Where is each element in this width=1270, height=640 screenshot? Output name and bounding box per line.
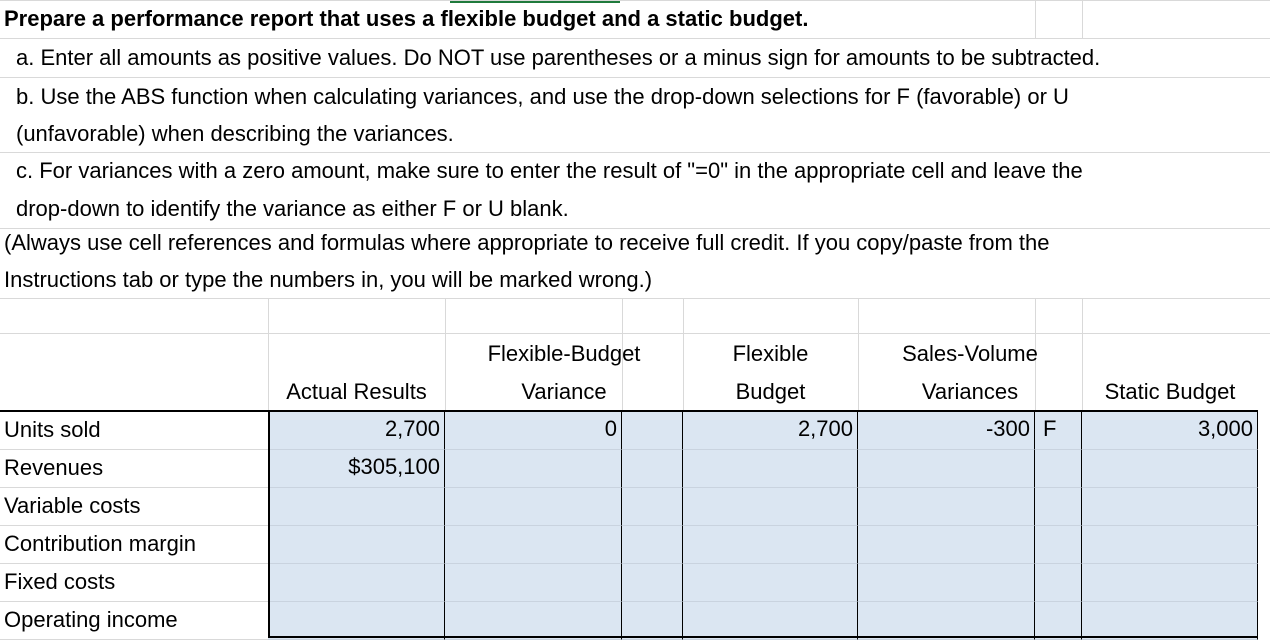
gridline xyxy=(0,77,1270,78)
header-actual-results: Actual Results xyxy=(286,379,427,404)
flexible-budget-variance-cell[interactable] xyxy=(445,564,622,602)
gridline xyxy=(0,333,1270,334)
sales-volume-variance-cell[interactable] xyxy=(858,488,1035,526)
flexible-budget-cell[interactable] xyxy=(683,564,858,602)
table-bottom-border xyxy=(268,636,1258,638)
sales-volume-fu-dropdown[interactable] xyxy=(1035,564,1082,602)
flexible-budget-variance-cell[interactable] xyxy=(445,526,622,564)
header-sales-volume-line2: Variances xyxy=(921,379,1019,404)
sales-volume-fu-dropdown[interactable]: F xyxy=(1035,412,1082,450)
gridline xyxy=(0,38,1270,39)
flexible-budget-variance-fu-dropdown[interactable] xyxy=(622,412,683,450)
static-budget-cell[interactable] xyxy=(1082,488,1258,526)
flexible-budget-variance-cell[interactable] xyxy=(445,450,622,488)
gridline xyxy=(0,0,1270,1)
flexible-budget-variance-fu-dropdown[interactable] xyxy=(622,564,683,602)
sales-volume-variance-cell[interactable] xyxy=(858,602,1035,640)
instruction-c-line1: c. For variances with a zero amount, make sure to enter the result of "=0" in the appropriate cell and leave the xyxy=(16,158,1083,183)
instruction-c-line2: drop-down to identify the variance as either F or U blank. xyxy=(16,196,569,221)
flexible-budget-variance-cell[interactable] xyxy=(445,488,622,526)
header-flexible-budget-variance-line2: Variance xyxy=(521,379,607,404)
actual-results-cell[interactable] xyxy=(268,564,445,602)
row-label: Revenues xyxy=(4,455,104,480)
flexible-budget-variance-fu-dropdown[interactable] xyxy=(622,602,683,640)
actual-results-cell[interactable] xyxy=(268,488,445,526)
flexible-budget-variance-fu-dropdown[interactable] xyxy=(622,450,683,488)
table-left-border xyxy=(268,412,270,638)
row-label: Contribution margin xyxy=(4,531,196,556)
header-flexible-budget-line1: Flexible xyxy=(732,341,809,366)
flexible-budget-variance-cell[interactable]: 0 xyxy=(445,412,622,450)
instruction-a: a. Enter all amounts as positive values. Do NOT use parentheses or a minus sign for amounts to be subtracted. xyxy=(16,45,1101,70)
note-line2: Instructions tab or type the numbers in, you will be marked wrong.) xyxy=(4,267,653,292)
sales-volume-fu-dropdown[interactable] xyxy=(1035,488,1082,526)
sales-volume-fu-dropdown[interactable] xyxy=(1035,526,1082,564)
header-sales-volume-line1: Sales-Volume xyxy=(902,341,1038,366)
static-budget-cell[interactable] xyxy=(1082,602,1258,640)
flexible-budget-cell[interactable]: 2,700 xyxy=(683,412,858,450)
flexible-budget-cell[interactable] xyxy=(683,602,858,640)
row-label: Operating income xyxy=(4,607,178,632)
row-label: Variable costs xyxy=(4,493,141,518)
flexible-budget-variance-cell[interactable] xyxy=(445,602,622,640)
sales-volume-variance-cell[interactable]: -300 xyxy=(858,412,1035,450)
sales-volume-variance-cell[interactable] xyxy=(858,564,1035,602)
static-budget-cell[interactable] xyxy=(1082,564,1258,602)
actual-results-cell[interactable]: $305,100 xyxy=(268,450,445,488)
gridline xyxy=(1035,0,1036,38)
instruction-b-line1: b. Use the ABS function when calculating variances, and use the drop-down selections for F (favorable) or U xyxy=(16,84,1069,109)
gridline xyxy=(0,298,1270,299)
static-budget-cell[interactable] xyxy=(1082,450,1258,488)
static-budget-cell[interactable] xyxy=(1082,526,1258,564)
actual-results-cell[interactable] xyxy=(268,602,445,640)
instructions-title: Prepare a performance report that uses a flexible budget and a static budget. xyxy=(4,6,809,31)
sales-volume-fu-dropdown[interactable] xyxy=(1035,450,1082,488)
row-label: Units sold xyxy=(4,417,101,442)
sales-volume-fu-dropdown[interactable] xyxy=(1035,602,1082,640)
header-flexible-budget-variance-line1: Flexible-Budget xyxy=(487,341,641,366)
flexible-budget-cell[interactable] xyxy=(683,450,858,488)
actual-results-cell[interactable]: 2,700 xyxy=(268,412,445,450)
sales-volume-variance-cell[interactable] xyxy=(858,450,1035,488)
gridline xyxy=(1082,0,1083,38)
gridline xyxy=(0,152,1270,153)
flexible-budget-cell[interactable] xyxy=(683,488,858,526)
static-budget-cell[interactable]: 3,000 xyxy=(1082,412,1258,450)
header-flexible-budget-line2: Budget xyxy=(735,379,806,404)
flexible-budget-variance-fu-dropdown[interactable] xyxy=(622,488,683,526)
flexible-budget-variance-fu-dropdown[interactable] xyxy=(622,526,683,564)
sales-volume-variance-cell[interactable] xyxy=(858,526,1035,564)
instruction-b-line2: (unfavorable) when describing the variances. xyxy=(16,121,454,146)
header-static-budget: Static Budget xyxy=(1104,379,1236,404)
flexible-budget-cell[interactable] xyxy=(683,526,858,564)
note-line1: (Always use cell references and formulas where appropriate to receive full credit. If you copy/paste from the xyxy=(4,230,1050,255)
actual-results-cell[interactable] xyxy=(268,526,445,564)
row-label: Fixed costs xyxy=(4,569,116,594)
